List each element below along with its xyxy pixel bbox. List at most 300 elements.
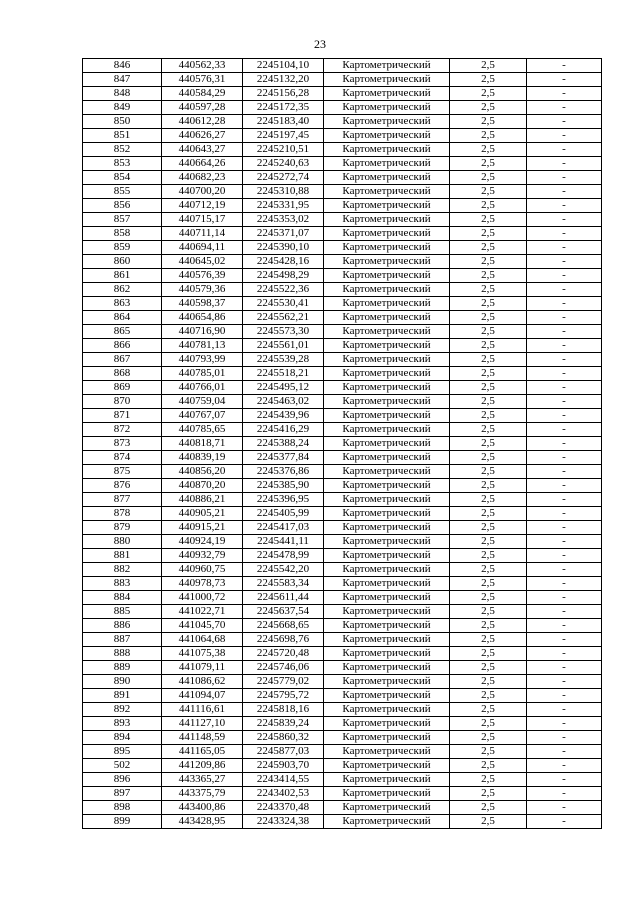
y-coordinate-cell: 2245795,72	[243, 689, 324, 703]
table-row	[83, 535, 602, 549]
description-cell: -	[527, 493, 602, 507]
y-coordinate-cell: 2245310,88	[243, 185, 324, 199]
x-coordinate-cell: 441075,38	[162, 647, 243, 661]
description-cell: -	[527, 353, 602, 367]
accuracy-cell: 2,5	[450, 619, 527, 633]
point-number-cell: 864	[83, 311, 162, 325]
description-cell: -	[527, 129, 602, 143]
method-cell: Картометрический	[324, 367, 450, 381]
method-cell: Картометрический	[324, 605, 450, 619]
accuracy-cell: 2,5	[450, 451, 527, 465]
y-coordinate-cell: 2245183,40	[243, 115, 324, 129]
y-coordinate-cell: 2245530,41	[243, 297, 324, 311]
accuracy-cell: 2,5	[450, 213, 527, 227]
point-number-cell: 850	[83, 115, 162, 129]
table-row	[83, 87, 602, 101]
table-row	[83, 339, 602, 353]
y-coordinate-cell: 2245522,36	[243, 283, 324, 297]
accuracy-cell: 2,5	[450, 717, 527, 731]
description-cell: -	[527, 423, 602, 437]
x-coordinate-cell: 440576,31	[162, 73, 243, 87]
table-body	[83, 59, 602, 829]
accuracy-cell: 2,5	[450, 339, 527, 353]
y-coordinate-cell: 2245417,03	[243, 521, 324, 535]
description-cell: -	[527, 171, 602, 185]
point-number-cell: 885	[83, 605, 162, 619]
table-row	[83, 157, 602, 171]
y-coordinate-cell: 2243370,48	[243, 801, 324, 815]
x-coordinate-cell: 440978,73	[162, 577, 243, 591]
point-number-cell: 890	[83, 675, 162, 689]
x-coordinate-cell: 441148,59	[162, 731, 243, 745]
y-coordinate-cell: 2245463,02	[243, 395, 324, 409]
method-cell: Картометрический	[324, 731, 450, 745]
method-cell: Картометрический	[324, 507, 450, 521]
accuracy-cell: 2,5	[450, 759, 527, 773]
x-coordinate-cell: 443428,95	[162, 815, 243, 829]
method-cell: Картометрический	[324, 465, 450, 479]
accuracy-cell: 2,5	[450, 591, 527, 605]
description-cell: -	[527, 339, 602, 353]
y-coordinate-cell: 2245390,10	[243, 241, 324, 255]
y-coordinate-cell: 2245839,24	[243, 717, 324, 731]
method-cell: Картометрический	[324, 353, 450, 367]
x-coordinate-cell: 440664,26	[162, 157, 243, 171]
x-coordinate-cell: 440597,28	[162, 101, 243, 115]
point-number-cell: 871	[83, 409, 162, 423]
y-coordinate-cell: 2245495,12	[243, 381, 324, 395]
x-coordinate-cell: 441086,62	[162, 675, 243, 689]
point-number-cell: 867	[83, 353, 162, 367]
description-cell: -	[527, 213, 602, 227]
y-coordinate-cell: 2245903,70	[243, 759, 324, 773]
y-coordinate-cell: 2245272,74	[243, 171, 324, 185]
point-number-cell: 893	[83, 717, 162, 731]
accuracy-cell: 2,5	[450, 507, 527, 521]
table-row	[83, 367, 602, 381]
table-row	[83, 703, 602, 717]
accuracy-cell: 2,5	[450, 73, 527, 87]
accuracy-cell: 2,5	[450, 605, 527, 619]
y-coordinate-cell: 2245746,06	[243, 661, 324, 675]
accuracy-cell: 2,5	[450, 675, 527, 689]
accuracy-cell: 2,5	[450, 101, 527, 115]
description-cell: -	[527, 409, 602, 423]
accuracy-cell: 2,5	[450, 801, 527, 815]
method-cell: Картометрический	[324, 115, 450, 129]
point-number-cell: 881	[83, 549, 162, 563]
y-coordinate-cell: 2245720,48	[243, 647, 324, 661]
accuracy-cell: 2,5	[450, 423, 527, 437]
method-cell: Картометрический	[324, 717, 450, 731]
x-coordinate-cell: 440915,21	[162, 521, 243, 535]
x-coordinate-cell: 441165,05	[162, 745, 243, 759]
x-coordinate-cell: 440716,90	[162, 325, 243, 339]
method-cell: Картометрический	[324, 129, 450, 143]
y-coordinate-cell: 2245441,11	[243, 535, 324, 549]
description-cell: -	[527, 717, 602, 731]
table-row	[83, 73, 602, 87]
table-row	[83, 689, 602, 703]
method-cell: Картометрический	[324, 493, 450, 507]
table-row	[83, 129, 602, 143]
x-coordinate-cell: 441000,72	[162, 591, 243, 605]
y-coordinate-cell: 2245371,07	[243, 227, 324, 241]
y-coordinate-cell: 2245240,63	[243, 157, 324, 171]
point-number-cell: 891	[83, 689, 162, 703]
table-row	[83, 199, 602, 213]
point-number-cell: 884	[83, 591, 162, 605]
y-coordinate-cell: 2245377,84	[243, 451, 324, 465]
point-number-cell: 898	[83, 801, 162, 815]
y-coordinate-cell: 2245698,76	[243, 633, 324, 647]
description-cell: -	[527, 185, 602, 199]
point-number-cell: 895	[83, 745, 162, 759]
description-cell: -	[527, 115, 602, 129]
point-number-cell: 857	[83, 213, 162, 227]
x-coordinate-cell: 440960,75	[162, 563, 243, 577]
y-coordinate-cell: 2245860,32	[243, 731, 324, 745]
x-coordinate-cell: 440598,37	[162, 297, 243, 311]
x-coordinate-cell: 440562,33	[162, 59, 243, 73]
point-number-cell: 852	[83, 143, 162, 157]
table-row	[83, 241, 602, 255]
x-coordinate-cell: 441045,70	[162, 619, 243, 633]
method-cell: Картометрический	[324, 59, 450, 73]
point-number-cell: 853	[83, 157, 162, 171]
method-cell: Картометрический	[324, 423, 450, 437]
table-row	[83, 731, 602, 745]
point-number-cell: 876	[83, 479, 162, 493]
accuracy-cell: 2,5	[450, 129, 527, 143]
point-number-cell: 882	[83, 563, 162, 577]
table-row	[83, 773, 602, 787]
y-coordinate-cell: 2245877,03	[243, 745, 324, 759]
table-row	[83, 591, 602, 605]
x-coordinate-cell: 441064,68	[162, 633, 243, 647]
accuracy-cell: 2,5	[450, 297, 527, 311]
point-number-cell: 861	[83, 269, 162, 283]
x-coordinate-cell: 440576,39	[162, 269, 243, 283]
point-number-cell: 856	[83, 199, 162, 213]
y-coordinate-cell: 2245779,02	[243, 675, 324, 689]
method-cell: Картометрический	[324, 577, 450, 591]
x-coordinate-cell: 440886,21	[162, 493, 243, 507]
method-cell: Картометрический	[324, 591, 450, 605]
description-cell: -	[527, 675, 602, 689]
y-coordinate-cell: 2245818,16	[243, 703, 324, 717]
y-coordinate-cell: 2245104,10	[243, 59, 324, 73]
accuracy-cell: 2,5	[450, 227, 527, 241]
table-row	[83, 437, 602, 451]
method-cell: Картометрический	[324, 703, 450, 717]
coordinates-table	[82, 58, 602, 829]
method-cell: Картометрический	[324, 437, 450, 451]
description-cell: -	[527, 647, 602, 661]
description-cell: -	[527, 661, 602, 675]
accuracy-cell: 2,5	[450, 647, 527, 661]
method-cell: Картометрический	[324, 87, 450, 101]
method-cell: Картометрический	[324, 773, 450, 787]
method-cell: Картометрический	[324, 381, 450, 395]
point-number-cell: 865	[83, 325, 162, 339]
description-cell: -	[527, 605, 602, 619]
y-coordinate-cell: 2245405,99	[243, 507, 324, 521]
table-row	[83, 675, 602, 689]
description-cell: -	[527, 773, 602, 787]
y-coordinate-cell: 2245573,30	[243, 325, 324, 339]
method-cell: Картометрический	[324, 675, 450, 689]
x-coordinate-cell: 440712,19	[162, 199, 243, 213]
point-number-cell: 896	[83, 773, 162, 787]
y-coordinate-cell: 2245539,28	[243, 353, 324, 367]
description-cell: -	[527, 325, 602, 339]
x-coordinate-cell: 440612,28	[162, 115, 243, 129]
method-cell: Картометрический	[324, 199, 450, 213]
point-number-cell: 847	[83, 73, 162, 87]
description-cell: -	[527, 633, 602, 647]
method-cell: Картометрический	[324, 227, 450, 241]
accuracy-cell: 2,5	[450, 157, 527, 171]
x-coordinate-cell: 440781,13	[162, 339, 243, 353]
table-row	[83, 465, 602, 479]
method-cell: Картометрический	[324, 787, 450, 801]
accuracy-cell: 2,5	[450, 241, 527, 255]
point-number-cell: 874	[83, 451, 162, 465]
accuracy-cell: 2,5	[450, 549, 527, 563]
point-number-cell: 858	[83, 227, 162, 241]
accuracy-cell: 2,5	[450, 465, 527, 479]
x-coordinate-cell: 441116,61	[162, 703, 243, 717]
point-number-cell: 848	[83, 87, 162, 101]
point-number-cell: 899	[83, 815, 162, 829]
method-cell: Картометрический	[324, 143, 450, 157]
method-cell: Картометрический	[324, 479, 450, 493]
x-coordinate-cell: 440932,79	[162, 549, 243, 563]
accuracy-cell: 2,5	[450, 311, 527, 325]
method-cell: Картометрический	[324, 521, 450, 535]
x-coordinate-cell: 440818,71	[162, 437, 243, 451]
description-cell: -	[527, 143, 602, 157]
point-number-cell: 863	[83, 297, 162, 311]
method-cell: Картометрический	[324, 73, 450, 87]
point-number-cell: 855	[83, 185, 162, 199]
accuracy-cell: 2,5	[450, 353, 527, 367]
y-coordinate-cell: 2245428,16	[243, 255, 324, 269]
x-coordinate-cell: 440767,07	[162, 409, 243, 423]
table-row	[83, 171, 602, 185]
table-row	[83, 493, 602, 507]
accuracy-cell: 2,5	[450, 493, 527, 507]
description-cell: -	[527, 815, 602, 829]
accuracy-cell: 2,5	[450, 577, 527, 591]
table-row	[83, 451, 602, 465]
accuracy-cell: 2,5	[450, 171, 527, 185]
y-coordinate-cell: 2243414,55	[243, 773, 324, 787]
description-cell: -	[527, 759, 602, 773]
y-coordinate-cell: 2245611,44	[243, 591, 324, 605]
table-row	[83, 311, 602, 325]
y-coordinate-cell: 2245210,51	[243, 143, 324, 157]
description-cell: -	[527, 437, 602, 451]
accuracy-cell: 2,5	[450, 283, 527, 297]
y-coordinate-cell: 2245388,24	[243, 437, 324, 451]
y-coordinate-cell: 2245172,35	[243, 101, 324, 115]
accuracy-cell: 2,5	[450, 815, 527, 829]
method-cell: Картометрический	[324, 395, 450, 409]
x-coordinate-cell: 440856,20	[162, 465, 243, 479]
table-row	[83, 381, 602, 395]
x-coordinate-cell: 440785,01	[162, 367, 243, 381]
table-row	[83, 143, 602, 157]
point-number-cell: 868	[83, 367, 162, 381]
table-row	[83, 213, 602, 227]
point-number-cell: 875	[83, 465, 162, 479]
method-cell: Картометрический	[324, 409, 450, 423]
table-row	[83, 647, 602, 661]
y-coordinate-cell: 2245396,95	[243, 493, 324, 507]
point-number-cell: 869	[83, 381, 162, 395]
method-cell: Картометрический	[324, 241, 450, 255]
point-number-cell: 879	[83, 521, 162, 535]
table-row	[83, 759, 602, 773]
method-cell: Картометрический	[324, 339, 450, 353]
table-row	[83, 325, 602, 339]
table-row	[83, 255, 602, 269]
table-row	[83, 619, 602, 633]
method-cell: Картометрический	[324, 689, 450, 703]
x-coordinate-cell: 440645,02	[162, 255, 243, 269]
accuracy-cell: 2,5	[450, 367, 527, 381]
point-number-cell: 851	[83, 129, 162, 143]
method-cell: Картометрический	[324, 563, 450, 577]
y-coordinate-cell: 2243402,53	[243, 787, 324, 801]
accuracy-cell: 2,5	[450, 633, 527, 647]
description-cell: -	[527, 59, 602, 73]
method-cell: Картометрический	[324, 185, 450, 199]
description-cell: -	[527, 227, 602, 241]
x-coordinate-cell: 441094,07	[162, 689, 243, 703]
table-row	[83, 283, 602, 297]
method-cell: Картометрический	[324, 311, 450, 325]
table-row	[83, 479, 602, 493]
table-row	[83, 633, 602, 647]
accuracy-cell: 2,5	[450, 661, 527, 675]
description-cell: -	[527, 73, 602, 87]
y-coordinate-cell: 2245156,28	[243, 87, 324, 101]
point-number-cell: 878	[83, 507, 162, 521]
description-cell: -	[527, 465, 602, 479]
x-coordinate-cell: 440785,65	[162, 423, 243, 437]
table-row	[83, 549, 602, 563]
method-cell: Картометрический	[324, 619, 450, 633]
y-coordinate-cell: 2245542,20	[243, 563, 324, 577]
point-number-cell: 886	[83, 619, 162, 633]
accuracy-cell: 2,5	[450, 731, 527, 745]
method-cell: Картометрический	[324, 255, 450, 269]
table-row	[83, 745, 602, 759]
y-coordinate-cell: 2245385,90	[243, 479, 324, 493]
table-row	[83, 507, 602, 521]
accuracy-cell: 2,5	[450, 143, 527, 157]
method-cell: Картометрический	[324, 647, 450, 661]
table-row	[83, 661, 602, 675]
table-row	[83, 59, 602, 73]
method-cell: Картометрический	[324, 297, 450, 311]
x-coordinate-cell: 440715,17	[162, 213, 243, 227]
point-number-cell: 894	[83, 731, 162, 745]
table-row	[83, 409, 602, 423]
x-coordinate-cell: 443400,86	[162, 801, 243, 815]
description-cell: -	[527, 283, 602, 297]
y-coordinate-cell: 2245376,86	[243, 465, 324, 479]
x-coordinate-cell: 440700,20	[162, 185, 243, 199]
method-cell: Картометрический	[324, 157, 450, 171]
table-row	[83, 815, 602, 829]
method-cell: Картометрический	[324, 535, 450, 549]
method-cell: Картометрический	[324, 661, 450, 675]
accuracy-cell: 2,5	[450, 703, 527, 717]
description-cell: -	[527, 535, 602, 549]
x-coordinate-cell: 440579,36	[162, 283, 243, 297]
accuracy-cell: 2,5	[450, 115, 527, 129]
x-coordinate-cell: 440654,86	[162, 311, 243, 325]
x-coordinate-cell: 440682,23	[162, 171, 243, 185]
description-cell: -	[527, 101, 602, 115]
method-cell: Картометрический	[324, 283, 450, 297]
method-cell: Картометрический	[324, 451, 450, 465]
x-coordinate-cell: 440711,14	[162, 227, 243, 241]
accuracy-cell: 2,5	[450, 745, 527, 759]
x-coordinate-cell: 443375,79	[162, 787, 243, 801]
x-coordinate-cell: 440643,27	[162, 143, 243, 157]
accuracy-cell: 2,5	[450, 787, 527, 801]
description-cell: -	[527, 451, 602, 465]
accuracy-cell: 2,5	[450, 535, 527, 549]
y-coordinate-cell: 2245637,54	[243, 605, 324, 619]
description-cell: -	[527, 479, 602, 493]
point-number-cell: 880	[83, 535, 162, 549]
description-cell: -	[527, 731, 602, 745]
accuracy-cell: 2,5	[450, 479, 527, 493]
description-cell: -	[527, 703, 602, 717]
point-number-cell: 892	[83, 703, 162, 717]
x-coordinate-cell: 441079,11	[162, 661, 243, 675]
description-cell: -	[527, 787, 602, 801]
x-coordinate-cell: 443365,27	[162, 773, 243, 787]
accuracy-cell: 2,5	[450, 255, 527, 269]
description-cell: -	[527, 157, 602, 171]
point-number-cell: 889	[83, 661, 162, 675]
table-row	[83, 297, 602, 311]
accuracy-cell: 2,5	[450, 87, 527, 101]
accuracy-cell: 2,5	[450, 409, 527, 423]
point-number-cell: 846	[83, 59, 162, 73]
x-coordinate-cell: 441127,10	[162, 717, 243, 731]
x-coordinate-cell: 440584,29	[162, 87, 243, 101]
description-cell: -	[527, 507, 602, 521]
description-cell: -	[527, 689, 602, 703]
accuracy-cell: 2,5	[450, 381, 527, 395]
method-cell: Картометрический	[324, 633, 450, 647]
x-coordinate-cell: 440924,19	[162, 535, 243, 549]
accuracy-cell: 2,5	[450, 185, 527, 199]
table-row	[83, 395, 602, 409]
point-number-cell: 872	[83, 423, 162, 437]
accuracy-cell: 2,5	[450, 199, 527, 213]
description-cell: -	[527, 549, 602, 563]
table-row	[83, 563, 602, 577]
